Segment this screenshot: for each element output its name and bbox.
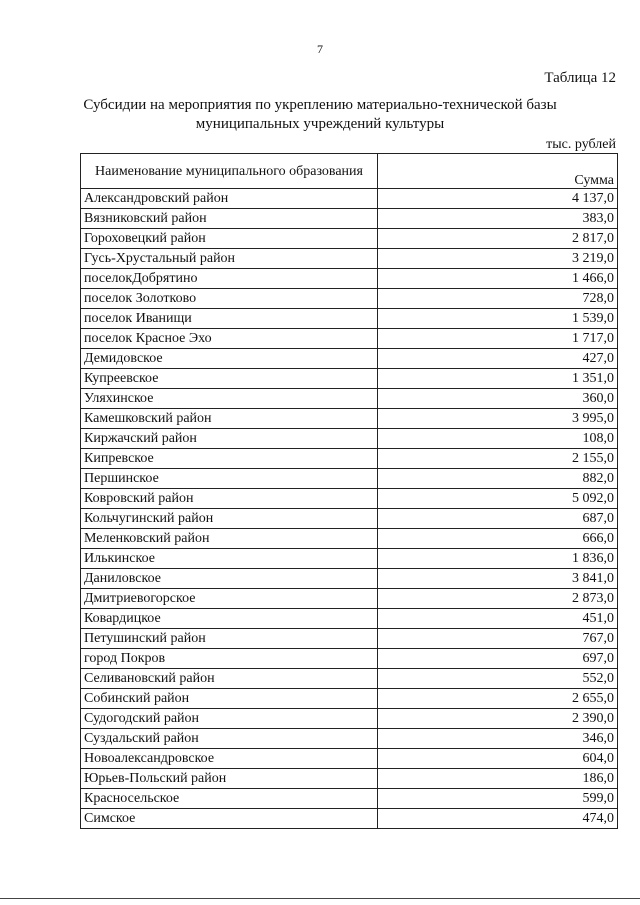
row-name: город Покров (81, 649, 378, 669)
row-sum: 4 137,0 (378, 189, 618, 209)
row-name: Суздальский район (81, 729, 378, 749)
row-name: Гусь-Хрустальный район (81, 249, 378, 269)
row-name: Киржачский район (81, 429, 378, 449)
row-sum: 687,0 (378, 509, 618, 529)
table-row (81, 409, 618, 429)
row-sum: 1 836,0 (378, 549, 618, 569)
table-row (81, 629, 618, 649)
row-name: поселокДобрятино (81, 269, 378, 289)
row-sum: 3 219,0 (378, 249, 618, 269)
row-sum: 552,0 (378, 669, 618, 689)
page-bottom-rule (0, 898, 640, 899)
table-row (81, 569, 618, 589)
table-row (81, 289, 618, 309)
document-title (80, 96, 560, 134)
table-row (81, 329, 618, 349)
row-name: Александровский район (81, 189, 378, 209)
row-sum: 3 995,0 (378, 409, 618, 429)
row-name: Новоалександровское (81, 749, 378, 769)
row-sum: 1 539,0 (378, 309, 618, 329)
row-sum: 474,0 (378, 809, 618, 829)
row-name: Уляхинское (81, 389, 378, 409)
row-name: Собинский район (81, 689, 378, 709)
table-row (81, 489, 618, 509)
row-sum: 882,0 (378, 469, 618, 489)
row-sum: 728,0 (378, 289, 618, 309)
units-label: тыс. рублей (546, 137, 616, 152)
row-name: Меленковский район (81, 529, 378, 549)
row-name: Гороховецкий район (81, 229, 378, 249)
row-name: поселок Красное Эхо (81, 329, 378, 349)
table-row (81, 369, 618, 389)
table-row (81, 669, 618, 689)
row-sum: 697,0 (378, 649, 618, 669)
table-row (81, 549, 618, 569)
table-row (81, 429, 618, 449)
row-sum: 427,0 (378, 349, 618, 369)
table-row (81, 509, 618, 529)
table-row (81, 469, 618, 489)
table-row (81, 449, 618, 469)
row-sum: 604,0 (378, 749, 618, 769)
title-line-2: муниципальных учреждений культуры (195, 116, 445, 132)
row-sum: 2 873,0 (378, 589, 618, 609)
table-body (81, 189, 618, 829)
row-name: поселок Золотково (81, 289, 378, 309)
row-sum: 360,0 (378, 389, 618, 409)
table-header-row (81, 154, 618, 189)
row-name: Ковардицкое (81, 609, 378, 629)
table-label: Таблица 12 (544, 70, 616, 86)
row-sum: 2 655,0 (378, 689, 618, 709)
table-row (81, 789, 618, 809)
row-name: Красносельское (81, 789, 378, 809)
row-name: Петушинский район (81, 629, 378, 649)
table-row (81, 249, 618, 269)
row-name: Кольчугинский район (81, 509, 378, 529)
row-sum: 108,0 (378, 429, 618, 449)
row-sum: 3 841,0 (378, 569, 618, 589)
row-name: Юрьев-Польский район (81, 769, 378, 789)
header-sum: Сумма (378, 154, 618, 189)
row-name: Ковровский район (81, 489, 378, 509)
row-sum: 5 092,0 (378, 489, 618, 509)
row-sum: 451,0 (378, 609, 618, 629)
row-name: Першинское (81, 469, 378, 489)
table-row (81, 349, 618, 369)
table-row (81, 589, 618, 609)
row-name: Судогодский район (81, 709, 378, 729)
title-line-1: Субсидии на мероприятия по укреплению материально-технической базы (83, 97, 557, 113)
row-sum: 666,0 (378, 529, 618, 549)
table-row (81, 229, 618, 249)
subsidy-table (80, 153, 618, 829)
header-name: Наименование муниципального образования (81, 154, 378, 189)
row-name: Камешковский район (81, 409, 378, 429)
row-name: поселок Иванищи (81, 309, 378, 329)
table-row (81, 389, 618, 409)
row-sum: 1 466,0 (378, 269, 618, 289)
row-sum: 2 155,0 (378, 449, 618, 469)
row-name: Купреевское (81, 369, 378, 389)
row-sum: 1 351,0 (378, 369, 618, 389)
table-row (81, 769, 618, 789)
row-sum: 767,0 (378, 629, 618, 649)
table-row (81, 529, 618, 549)
row-name: Демидовское (81, 349, 378, 369)
table-row (81, 689, 618, 709)
row-sum: 186,0 (378, 769, 618, 789)
table-row (81, 209, 618, 229)
row-sum: 2 817,0 (378, 229, 618, 249)
row-sum: 346,0 (378, 729, 618, 749)
row-sum: 599,0 (378, 789, 618, 809)
table-row (81, 809, 618, 829)
table-row (81, 189, 618, 209)
row-name: Даниловское (81, 569, 378, 589)
row-name: Вязниковский район (81, 209, 378, 229)
table-row (81, 709, 618, 729)
row-sum: 383,0 (378, 209, 618, 229)
page-number: 7 (317, 42, 323, 56)
table-row (81, 609, 618, 629)
table-row (81, 309, 618, 329)
row-name: Симское (81, 809, 378, 829)
row-name: Кипревское (81, 449, 378, 469)
row-name: Дмитриевогорское (81, 589, 378, 609)
table-row (81, 649, 618, 669)
row-sum: 1 717,0 (378, 329, 618, 349)
table-row (81, 749, 618, 769)
table-row (81, 269, 618, 289)
row-sum: 2 390,0 (378, 709, 618, 729)
row-name: Селивановский район (81, 669, 378, 689)
table-row (81, 729, 618, 749)
row-name: Илькинское (81, 549, 378, 569)
